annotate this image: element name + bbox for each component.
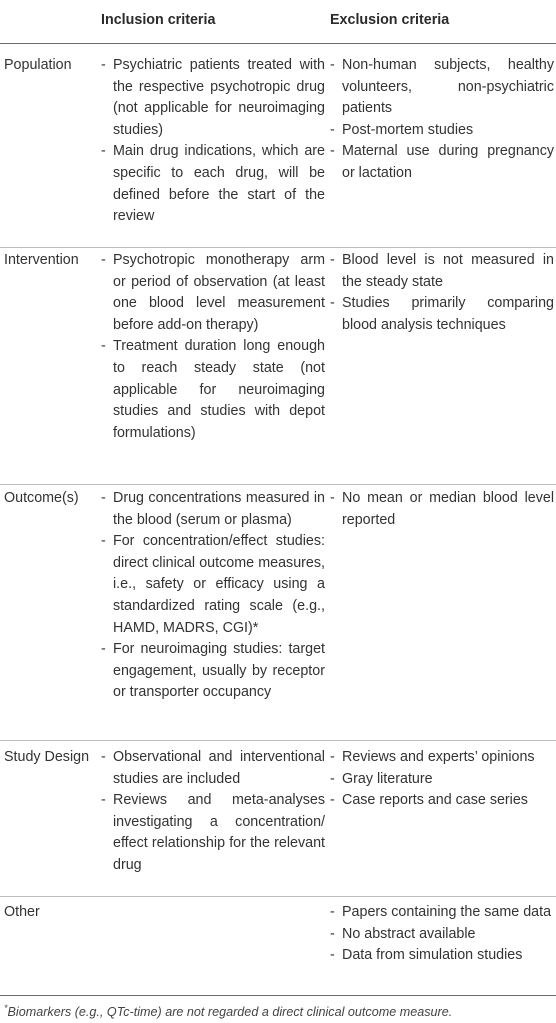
list-item: - Papers containing the same data <box>330 902 554 924</box>
footnote-text: Biomarkers (e.g., QTc-time) are not regarded a direct clinical outcome measure. <box>7 1005 453 1020</box>
table-row-outcomes <box>0 485 556 741</box>
list-item: - Gray literature <box>330 769 554 791</box>
list-item: - Case reports and case series <box>330 790 554 812</box>
list-item: - For neuroimaging studies: target engagement, usually by receptor or transporter occupancy <box>101 639 325 704</box>
exclusion-list <box>330 747 554 812</box>
list-item: - Data from simulation studies <box>330 945 554 967</box>
list-item: - For concentration/effect studies: direct clinical outcome measures, i.e., safety or efficacy using a standardized rating scale (e.g., HAMD, MADRS, CGI)* <box>101 531 325 639</box>
list-item: - Psychiatric patients treated with the respective psychotropic drug (not applicable for neuroimaging studies) <box>101 55 325 141</box>
table-row-population <box>0 43 556 248</box>
footnote-marker: * <box>4 1003 8 1013</box>
table-row-intervention <box>0 248 556 485</box>
list-item: - No mean or median blood level reported <box>330 488 554 531</box>
exclusion-list <box>330 250 554 336</box>
list-item: - Reviews and meta-analyses investigating a concentration/ effect relationship for the relevant drug <box>101 790 325 876</box>
list-item: - Psychotropic monotherapy arm or period of observation (at least one blood level measurement before add-on therapy) <box>101 250 325 336</box>
row-label: Study Design <box>4 749 90 765</box>
list-item: - Observational and interventional studies are included <box>101 747 325 790</box>
row-label: Other <box>4 904 40 920</box>
inclusion-list <box>101 747 325 877</box>
table-row-study-design <box>0 741 556 897</box>
list-item: - Blood level is not measured in the steady state <box>330 250 554 293</box>
exclusion-list <box>330 488 554 531</box>
row-label: Outcome(s) <box>4 490 79 506</box>
row-label: Population <box>4 57 72 73</box>
table-row-other <box>0 897 556 996</box>
list-item: - Main drug indications, which are specific to each drug, will be defined before the start of the review <box>101 141 325 227</box>
exclusion-list <box>330 902 554 967</box>
list-item: - Post-mortem studies <box>330 120 554 142</box>
list-item: - Non-human subjects, healthy volunteers, non-psychiatric patients <box>330 55 554 120</box>
exclusion-list <box>330 55 554 185</box>
list-item: - No abstract available <box>330 924 554 946</box>
inclusion-list <box>101 250 325 444</box>
list-item: - Treatment duration long enough to reach steady state (not applicable for neuroimaging studies and studies with depot formulations) <box>101 336 325 444</box>
inclusion-header: Inclusion criteria <box>101 12 216 28</box>
list-item: - Studies primarily comparing blood analysis techniques <box>330 293 554 336</box>
inclusion-list <box>101 488 325 704</box>
row-label: Intervention <box>4 252 79 268</box>
list-item: - Maternal use during pregnancy or lactation <box>330 141 554 184</box>
table-footnote <box>4 1000 554 1020</box>
table-header <box>0 0 556 44</box>
inclusion-list <box>101 55 325 228</box>
exclusion-header: Exclusion criteria <box>330 12 450 28</box>
list-item: - Drug concentrations measured in the blood (serum or plasma) <box>101 488 325 531</box>
list-item: - Reviews and experts’ opinions <box>330 747 554 769</box>
